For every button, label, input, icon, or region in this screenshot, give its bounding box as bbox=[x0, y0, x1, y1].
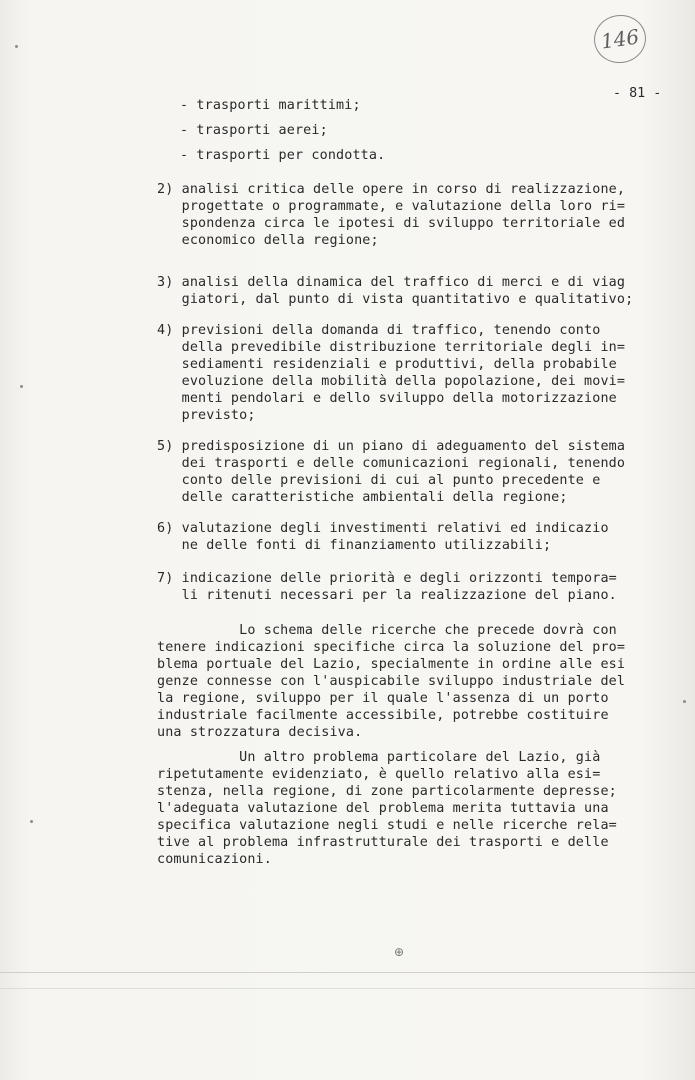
text-line: Un altro problema particolare del Lazio, già bbox=[157, 750, 601, 765]
text-line: 2) analisi critica delle opere in corso di realizzazione, bbox=[157, 182, 626, 197]
scan-speck bbox=[20, 385, 23, 388]
page-edge-line bbox=[0, 988, 695, 989]
text-line: industriale facilmente accessibile, potrebbe costituire bbox=[157, 708, 609, 723]
text-line: l'adeguata valutazione del problema merita tuttavia una bbox=[157, 801, 609, 816]
text-line: la regione, sviluppo per il quale l'assenza di un porto bbox=[157, 691, 609, 706]
text-line: una strozzatura decisiva. bbox=[157, 725, 363, 740]
archive-number-stamp: 146 bbox=[591, 12, 649, 67]
text-line: - trasporti marittimi; bbox=[180, 98, 361, 113]
text-line: della prevedibile distribuzione territoriale degli in= bbox=[157, 340, 626, 355]
text-line: delle caratteristiche ambientali della regione; bbox=[157, 490, 568, 505]
text-line: stenza, nella regione, di zone particolarmente depresse; bbox=[157, 784, 617, 799]
text-line: ripetutamente evidenziato, è quello relativo alla esi= bbox=[157, 767, 601, 782]
text-line: blema portuale del Lazio, specialmente in ordine alle esi bbox=[157, 657, 626, 672]
text-line: progettate o programmate, e valutazione della loro ri= bbox=[157, 199, 626, 214]
text-line: 3) analisi della dinamica del traffico di merci e di viag bbox=[157, 275, 626, 290]
text-line: economico della regione; bbox=[157, 233, 379, 248]
text-line: li ritenuti necessari per la realizzazione del piano. bbox=[157, 588, 617, 603]
text-line: comunicazioni. bbox=[157, 852, 272, 867]
scan-speck bbox=[30, 820, 33, 823]
scan-speck bbox=[15, 45, 18, 48]
text-line: ne delle fonti di finanziamento utilizzabili; bbox=[157, 538, 552, 553]
text-line: conto delle previsioni di cui al punto precedente e bbox=[157, 473, 601, 488]
text-line: evoluzione della mobilità della popolazione, dei movi= bbox=[157, 374, 626, 389]
text-line: giatori, dal punto di vista quantitativo e qualitativo; bbox=[157, 292, 634, 307]
text-line: sediamenti residenziali e produttivi, della probabile bbox=[157, 357, 617, 372]
text-line: menti pendolari e dello sviluppo della motorizzazione bbox=[157, 391, 617, 406]
scan-speck bbox=[683, 700, 686, 703]
text-line: spondenza circa le ipotesi di sviluppo territoriale ed bbox=[157, 216, 626, 231]
registration-mark-icon: ⊕ bbox=[394, 945, 405, 959]
text-line: 7) indicazione delle priorità e degli orizzonti tempora= bbox=[157, 571, 617, 586]
text-line: 6) valutazione degli investimenti relativi ed indicazio bbox=[157, 521, 609, 536]
text-line: genze connesse con l'auspicabile sviluppo industriale del bbox=[157, 674, 626, 689]
text-line: previsto; bbox=[157, 408, 256, 423]
text-line: dei trasporti e delle comunicazioni regionali, tenendo bbox=[157, 456, 626, 471]
text-line: 5) predisposizione di un piano di adeguamento del sistema bbox=[157, 439, 626, 454]
text-line: tenere indicazioni specifiche circa la soluzione del pro= bbox=[157, 640, 626, 655]
text-line: tive al problema infrastrutturale dei trasporti e delle bbox=[157, 835, 609, 850]
text-line: specifica valutazione negli studi e nelle ricerche rela= bbox=[157, 818, 617, 833]
page-edge-line bbox=[0, 972, 695, 973]
text-line: 4) previsioni della domanda di traffico, tenendo conto bbox=[157, 323, 601, 338]
text-line: - trasporti per condotta. bbox=[180, 148, 386, 163]
page-number: - 81 - bbox=[613, 86, 662, 101]
text-line: - trasporti aerei; bbox=[180, 123, 328, 138]
text-line: Lo schema delle ricerche che precede dovrà con bbox=[157, 623, 617, 638]
